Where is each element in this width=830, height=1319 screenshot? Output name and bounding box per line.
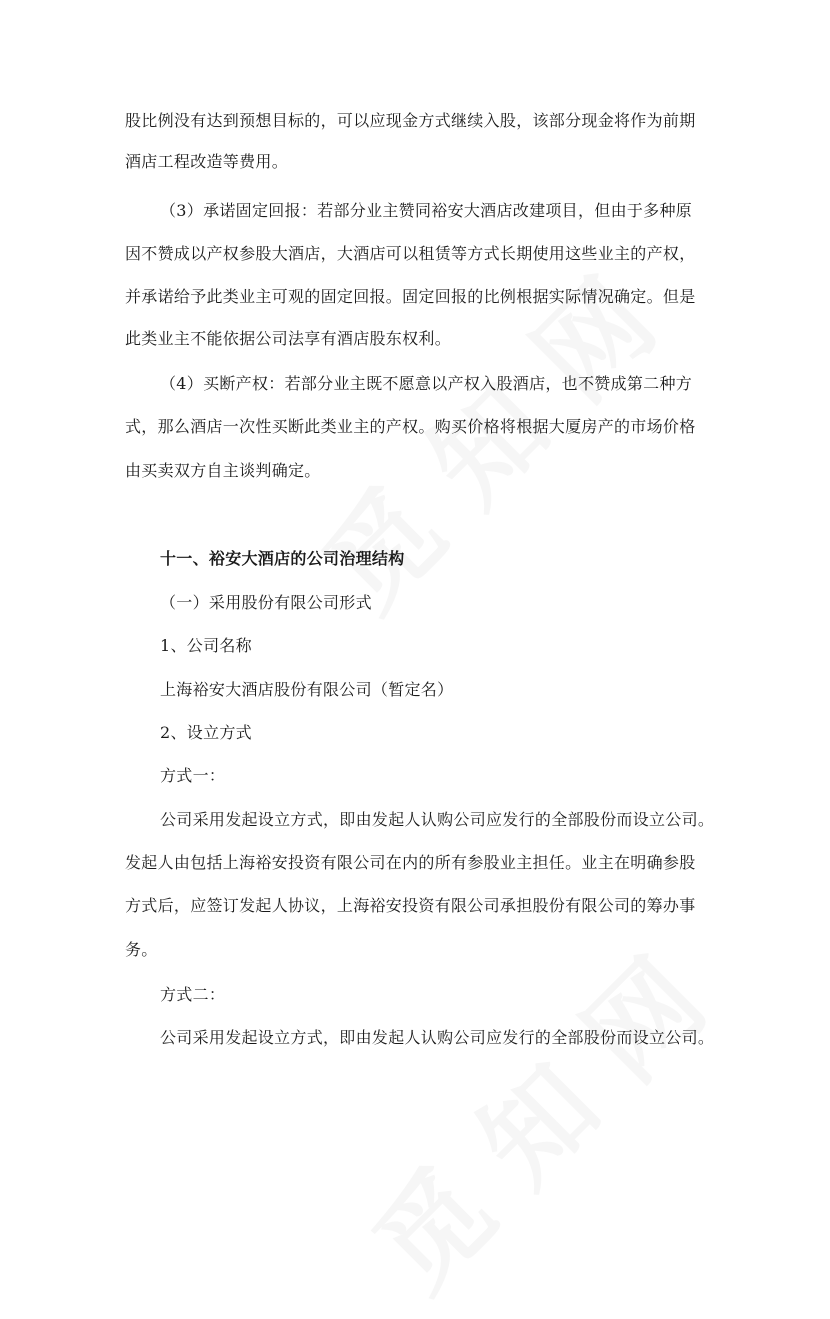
paragraph-line: 因不赞成以产权参股大酒店，大酒店可以租赁等方式长期使用这些业主的产权， xyxy=(125,244,696,263)
paragraph-line: 并承诺给予此类业主可观的固定回报。固定回报的比例根据实际情况确定。但是 xyxy=(125,287,696,306)
paragraph-line: 上海裕安大酒店股份有限公司（暂定名） xyxy=(160,680,454,699)
watermark xyxy=(334,919,733,1318)
paragraph-line: （4）买断产权：若部分业主既不愿意以产权入股酒店，也不赞成第二种方 xyxy=(160,374,693,393)
subsection-heading: （一）采用股份有限公司形式 xyxy=(160,593,372,612)
paragraph-line: 酒店工程改造等费用。 xyxy=(125,152,289,171)
paragraph-line: 由买卖双方自主谈判确定。 xyxy=(125,461,321,480)
list-item-heading: 2、设立方式 xyxy=(160,723,252,742)
paragraph-line: 公司采用发起设立方式，即由发起人认购公司应发行的全部股份而设立公司。 xyxy=(160,810,715,829)
paragraph-line: 式，那么酒店一次性买断此类业主的产权。购买价格将根据大厦房产的市场价格 xyxy=(125,417,696,436)
paragraph-line: 务。 xyxy=(125,940,158,959)
paragraph-line: 方式后，应签订发起人协议，上海裕安投资有限公司承担股份有限公司的筹办事 xyxy=(125,896,696,915)
paragraph-line: 发起人由包括上海裕安投资有限公司在内的所有参股业主担任。业主在明确参股 xyxy=(125,853,696,872)
section-heading: 十一、裕安大酒店的公司治理结构 xyxy=(160,549,405,568)
paragraph-line: 公司采用发起设立方式，即由发起人认购公司应发行的全部股份而设立公司。 xyxy=(160,1028,715,1047)
paragraph-line: 此类业主不能依据公司法享有酒店股东权利。 xyxy=(125,329,452,348)
paragraph-line: （3）承诺固定回报：若部分业主赞同裕安大酒店改建项目，但由于多种原 xyxy=(160,201,693,220)
list-item-heading: 1、公司名称 xyxy=(160,636,252,655)
paragraph-line: 方式二： xyxy=(160,985,226,1004)
paragraph-line: 方式一： xyxy=(160,766,226,785)
paragraph-line: 股比例没有达到预想目标的，可以应现金方式继续入股，该部分现金将作为前期 xyxy=(125,111,696,130)
